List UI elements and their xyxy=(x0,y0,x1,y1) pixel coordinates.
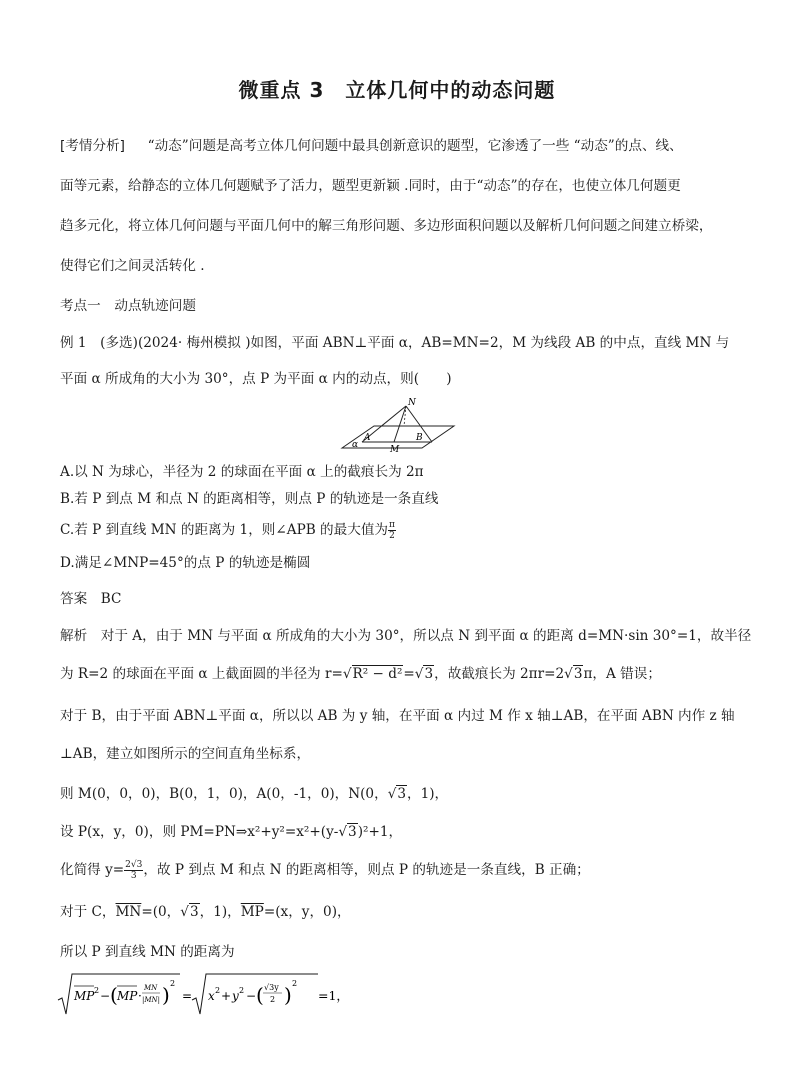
svg-text:2: 2 xyxy=(270,995,276,1004)
solution-line-9: 所以 P 到直线 MN 的距离为 xyxy=(60,944,235,960)
solution-line-1: 解析 对于 A，由于 MN 与平面 α 所成角的大小为 30°，所以点 N 到平面 α 的距离 d=MN·sin 30°=1，故半径 xyxy=(60,628,752,644)
svg-text:2: 2 xyxy=(170,979,176,988)
svg-text:(: ( xyxy=(110,983,118,1007)
svg-text:√3y: √3y xyxy=(264,983,279,992)
option-c xyxy=(60,520,750,541)
option-c-fraction: $\frac{\pi}{2}$ xyxy=(389,520,395,541)
svg-text:MP: MP xyxy=(117,989,138,1003)
option-b: B.若 P 到点 M 和点 N 的距离相等，则点 P 的轨迹是一条直线 xyxy=(60,491,439,507)
page-title: 微重点 3 立体几何中的动态问题 xyxy=(238,78,556,102)
figure-label-n: N xyxy=(408,398,416,408)
svg-text:MP: MP xyxy=(74,989,95,1003)
solution-line-8: 对于 C，$\overline{MN}=(0$，√3，1)，$\overline{MP}=(x$，y，0)， xyxy=(60,904,351,920)
distance-formula xyxy=(56,970,376,1018)
analysis-line-1 xyxy=(60,136,750,156)
analysis-line-2: 面等元素，给静态的立体几何题赋予了活力，题型更新颖 .同时，由于“动态”的存在，也使立体几何题更 xyxy=(60,178,681,194)
solution-line-7: 化简得 y= $\frac{2√3}{3}$ ，故 P 到点 M 和点 N 的距离相等，则点 P 的轨迹是一条直线，B 正确； xyxy=(60,860,590,881)
svg-text:2: 2 xyxy=(94,986,100,995)
figure-label-alpha: α xyxy=(352,440,359,450)
svg-text:+: + xyxy=(221,989,232,1003)
svg-text:): ) xyxy=(284,983,292,1007)
analysis-line-4: 使得它们之间灵活转化 . xyxy=(60,258,205,274)
figure-label-m: M xyxy=(390,445,400,454)
example-line-1: 例 1 (多选)(2024· 梅州模拟 )如图，平面 ABN⊥平面 α，AB=MN=2，M 为线段 AB 的中点，直线 MN 与 xyxy=(60,335,730,351)
svg-text:·: · xyxy=(138,989,142,1003)
figure-label-a: A xyxy=(364,433,371,443)
option-c-text: C.若 P 到直线 MN 的距离为 1，则∠APB 的最大值为 xyxy=(60,522,389,538)
answer-line: 答案 BC xyxy=(60,591,122,607)
option-a: A.以 N 为球心，半径为 2 的球面在平面 α 上的截痕长为 2π xyxy=(60,464,424,480)
svg-text:2: 2 xyxy=(215,986,221,995)
svg-text:=: = xyxy=(182,989,193,1003)
solution-line-4: ⊥AB，建立如图所示的空间直角坐标系， xyxy=(60,746,311,762)
svg-text:2: 2 xyxy=(292,979,298,988)
svg-text:2: 2 xyxy=(239,986,245,995)
svg-text:x: x xyxy=(208,989,215,1003)
vector-mp: $\overline{MP}$ xyxy=(240,904,264,920)
option-d: D.满足∠MNP=45°的点 P 的轨迹是椭圆 xyxy=(60,555,311,571)
analysis-line-3: 趋多元化，将立体几何问题与平面几何中的解三角形问题、多边形面积问题以及解析几何问题之间建立桥梁， xyxy=(60,218,713,234)
vector-mn: $\overline{MN}$ xyxy=(115,904,142,920)
svg-text:MN: MN xyxy=(144,984,158,992)
svg-text:|MN|: |MN| xyxy=(142,996,161,1004)
svg-text:(: ( xyxy=(256,983,264,1007)
sqrt-r2-d2: R² − d² xyxy=(352,666,403,682)
section-heading: 考点一 动点轨迹问题 xyxy=(60,298,196,314)
solution-line-6: 设 P(x，y，0)，则 PM=PN⇒x²+y²=x²+(y-√3)²+1， xyxy=(60,824,403,840)
y-fraction: $\frac{2√3}{3}$ xyxy=(125,860,143,881)
example-line-2: 平面 α 所成角的大小为 30°，点 P 为平面 α 内的动点，则( ) xyxy=(60,371,452,387)
svg-text:y: y xyxy=(232,989,239,1003)
figure-label-b: B xyxy=(416,433,423,443)
formula-tail: =1， xyxy=(318,988,349,1003)
analysis-label: [考情分析] xyxy=(60,138,125,154)
plane-figure xyxy=(336,396,456,454)
svg-text:−: − xyxy=(100,989,111,1003)
svg-text:): ) xyxy=(162,983,170,1007)
solution-line-3: 对于 B，由于平面 ABN⊥平面 α，所以以 AB 为 y 轴，在平面 α 内过 M 作 x 轴⊥AB，在平面 ABN 内作 z 轴 xyxy=(60,708,735,724)
analysis-text-1: “动态”问题是高考立体几何问题中最具创新意识的题型，它渗透了一些 “动态”的点、线、 xyxy=(147,138,683,154)
solution-line-5: 则 M(0，0，0)，B(0，1，0)，A(0，-1，0)，N(0，√3，1)， xyxy=(60,786,449,802)
solution-line-2: 为 R=2 的球面在平面 α 上截面圆的半径为 r=√R² − d²=√3，故截痕长为 2πr=2√3π，A 错误； xyxy=(60,666,661,682)
svg-text:−: − xyxy=(246,989,257,1003)
